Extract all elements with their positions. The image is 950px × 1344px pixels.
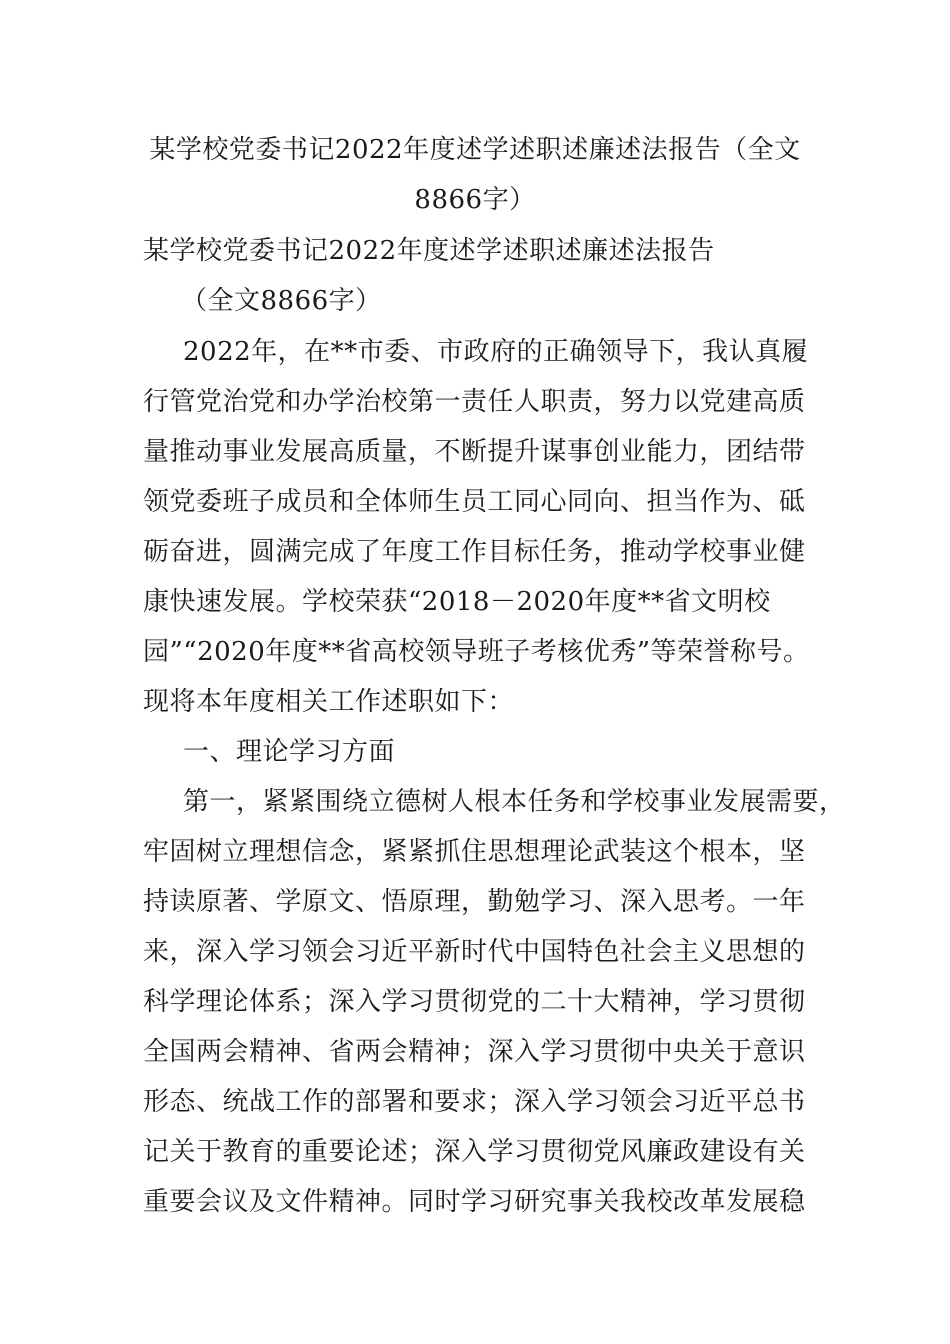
paragraph-line: 现将本年度相关工作述职如下： bbox=[143, 687, 515, 717]
document-title-line-1: 某学校党委书记2022年度述学述职述廉述法报告（全文 bbox=[149, 135, 801, 165]
document-subtitle: 某学校党委书记2022年度述学述职述廉述法报告 bbox=[143, 236, 715, 266]
paragraph-line: 第一，紧紧围绕立德树人根本任务和学校事业发展需要， bbox=[183, 787, 846, 817]
paragraph-line: 行管党治党和办学治校第一责任人职责，努力以党建高质 bbox=[143, 387, 806, 417]
paragraph-line: 领党委班子成员和全体师生员工同心同向、担当作为、砥 bbox=[143, 487, 806, 517]
paragraph-line: 2022年，在**市委、市政府的正确领导下，我认真履 bbox=[183, 337, 809, 367]
paragraph-line: 园”“2020年度**省高校领导班子考核优秀”等荣誉称号。 bbox=[143, 637, 810, 667]
paragraph-line: 来，深入学习领会习近平新时代中国特色社会主义思想的 bbox=[143, 937, 806, 967]
paragraph-line: 形态、统战工作的部署和要求；深入学习领会习近平总书 bbox=[143, 1087, 806, 1117]
paragraph-line: 重要会议及文件精神。同时学习研究事关我校改革发展稳 bbox=[143, 1187, 806, 1217]
paragraph-line: 科学理论体系；深入学习贯彻党的二十大精神，学习贯彻 bbox=[143, 987, 806, 1017]
paragraph-line: 持读原著、学原文、悟原理，勤勉学习、深入思考。一年 bbox=[143, 887, 806, 917]
paragraph-line: 砺奋进，圆满完成了年度工作目标任务，推动学校事业健 bbox=[143, 537, 806, 567]
paragraph-line: 康快速发展。学校荣获“2018－2020年度**省文明校 bbox=[143, 587, 771, 617]
paragraph-line: 全国两会精神、省两会精神；深入学习贯彻中央关于意识 bbox=[143, 1037, 806, 1067]
paragraph-line: 量推动事业发展高质量，不断提升谋事创业能力，团结带 bbox=[143, 437, 806, 467]
paragraph-line: 牢固树立理想信念，紧紧抓住思想理论武装这个根本，坚 bbox=[143, 837, 806, 867]
word-count-note: （全文8866字） bbox=[181, 286, 382, 316]
section-heading: 一、理论学习方面 bbox=[183, 737, 396, 767]
document-title-line-2: 8866字） bbox=[414, 185, 536, 215]
paragraph-line: 记关于教育的重要论述；深入学习贯彻党风廉政建设有关 bbox=[143, 1137, 806, 1167]
